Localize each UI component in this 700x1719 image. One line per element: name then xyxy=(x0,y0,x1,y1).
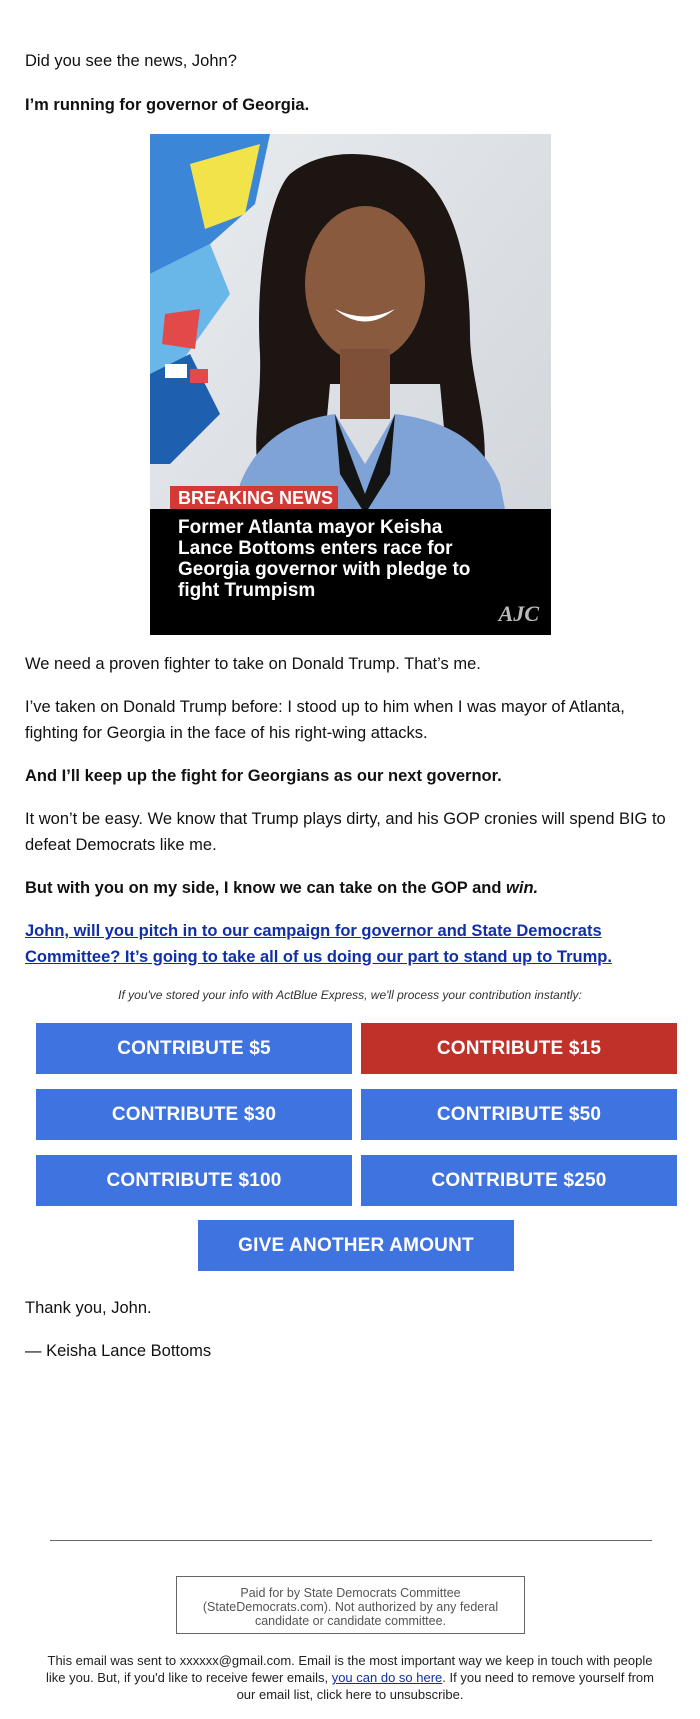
contribute-30-button[interactable]: CONTRIBUTE $30 xyxy=(36,1089,352,1140)
paid-for-box: Paid for by State Democrats Committee (StateDemocrats.com). Not authorized by any federal candidate or candidate committee. xyxy=(176,1576,525,1634)
give-another-amount-button[interactable]: GIVE ANOTHER AMOUNT xyxy=(198,1220,514,1271)
ajc-logo: AJC xyxy=(498,601,539,626)
fewer-emails-link[interactable]: you can do so here xyxy=(331,1670,443,1685)
cta-link-block xyxy=(25,918,665,970)
paragraph-2: I’ve taken on Donald Trump before: I stood up to him when I was mayor of Atlanta, fighting for Georgia in the face of his right-wing attacks. xyxy=(25,698,625,742)
recipient-email: xxxxxx@gmail.com xyxy=(179,1653,292,1668)
footer-divider xyxy=(50,1540,652,1541)
contribute-100-button[interactable]: CONTRIBUTE $100 xyxy=(36,1155,352,1206)
greeting: Did you see the news, John? xyxy=(25,52,237,70)
paragraph-5: But with you on my side, I know we can take on the GOP and win. xyxy=(25,879,539,897)
paragraph-1: We need a proven fighter to take on Donald Trump. That’s me. xyxy=(25,655,481,673)
contribute-5-button[interactable]: CONTRIBUTE $5 xyxy=(36,1023,352,1074)
breaking-news-label: BREAKING NEWS xyxy=(178,488,334,508)
actblue-note: If you've stored your info with ActBlue Express, we'll process your contribution instantly: xyxy=(118,988,582,1002)
footer-text: This email was sent to xxxxxx@gmail.com. Email is the most important way we keep in touch with people like you. But, if you'd like to receive fewer emails, you can do so here. If you need to remove yourself from our email list, click here to unsubscribe. xyxy=(45,1653,654,1702)
paragraph-3: And I’ll keep up the fight for Georgians as our next governor. xyxy=(25,767,502,785)
signature: — Keisha Lance Bottoms xyxy=(25,1342,212,1360)
contribute-250-button[interactable]: CONTRIBUTE $250 xyxy=(361,1155,677,1206)
contribute-15-button[interactable]: CONTRIBUTE $15 xyxy=(361,1023,677,1074)
contribute-50-button[interactable]: CONTRIBUTE $50 xyxy=(361,1089,677,1140)
hero-image[interactable] xyxy=(150,134,551,635)
cta-link[interactable]: John, will you pitch in to our campaign for governor and State Democrats Committee? It’s going to take all of us doing our part to stand up to Trump. xyxy=(25,922,612,966)
paragraph-4: It won’t be easy. We know that Trump plays dirty, and his GOP cronies will spend BIG to defeat Democrats like me. xyxy=(25,810,666,854)
thanks: Thank you, John. xyxy=(25,1299,152,1317)
announcement: I’m running for governor of Georgia. xyxy=(25,96,310,114)
hero-headline: Former Atlanta mayor Keisha Lance Bottoms enters race for Georgia governor with pledge to fight Trumpism xyxy=(178,517,471,601)
